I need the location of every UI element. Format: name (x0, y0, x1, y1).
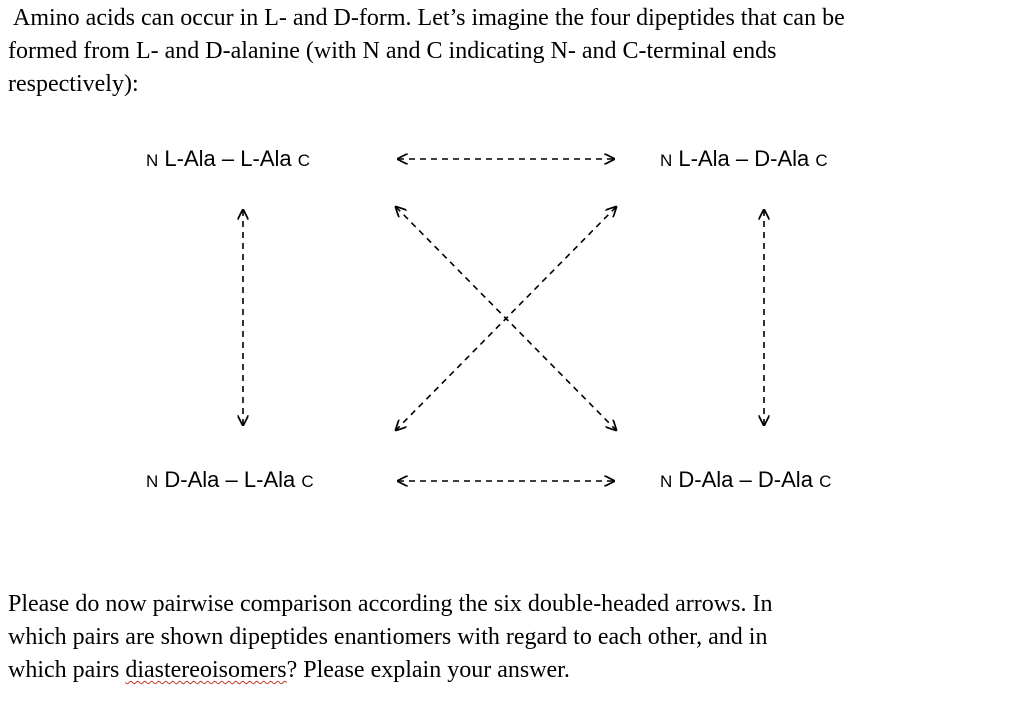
intro-line-3: respectively): (8, 71, 139, 97)
bond-dash: – (739, 467, 752, 492)
residue-1: L-Ala (164, 146, 216, 171)
residue-2: L-Ala (243, 467, 296, 492)
residue-2: L-Ala (240, 146, 292, 171)
question-paragraph (8, 588, 1018, 687)
c-terminus-label: C (297, 151, 311, 170)
residue-1: D-Ala (678, 467, 734, 492)
c-terminus-label: C (815, 151, 828, 170)
question-line-3 (8, 654, 1018, 687)
question-line-3-end: ? Please explain your answer. (286, 657, 570, 683)
n-terminus-label: N (146, 472, 159, 491)
intro-line-2: formed from L- and D-alanine (with N and C indicating N- and C-terminal ends (8, 38, 777, 64)
n-terminus-label: N (660, 472, 673, 491)
residue-2: D-Ala (757, 467, 813, 492)
c-terminus-label: C (819, 472, 832, 491)
n-terminus-label: N (660, 151, 673, 170)
bond-dash: – (225, 467, 238, 492)
c-terminus-label: C (301, 472, 314, 491)
question-line-1: Please do now pairwise comparison according the six double-headed arrows. In (8, 591, 773, 617)
bond-dash: – (735, 146, 749, 171)
intro-line-1: Amino acids can occur in L- and D-form. Let’s imagine the four dipeptides that can be (13, 5, 845, 31)
residue-2: D-Ala (754, 146, 810, 171)
bond-dash: – (221, 146, 235, 171)
question-line-3-start: which pairs (8, 657, 126, 683)
n-terminus-label: N (146, 151, 159, 170)
spellcheck-flagged-word: diastereoisomers (125, 657, 287, 683)
residue-1: D-Ala (164, 467, 220, 492)
question-line-2: which pairs are shown dipeptides enantiomers with regard to each other, and in (8, 624, 768, 650)
residue-1: L-Ala (678, 146, 730, 171)
